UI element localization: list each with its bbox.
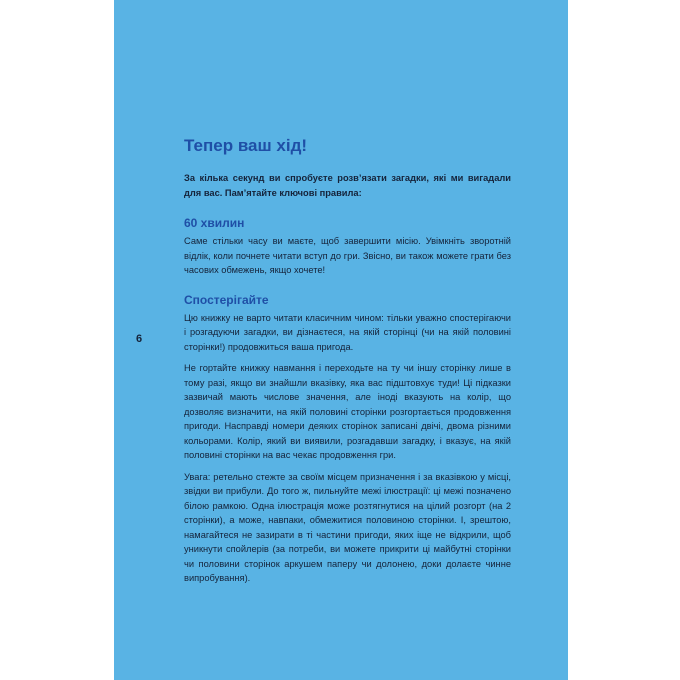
section-paragraph: Увага: ретельно стежте за своїм місцем призначення і за вказівкою у місці, звідки ви прибули. До того ж, пильнуйте межі ілюстрації: ці межі позначено білою рамкою. Одна ілюстрація може розтягнутися на цілий розгорт (на 2 сторінки), а може, навпаки, обмежитися половиною сторінки. І, зрештою, намагайтеся не зазирати в ті частини пригоди, яких іще не відкрили, щоб уникнути спойлерів (за потреби, ви можете прикрити ці майбутні сторінки чи половини сторінок аркушем паперу чи долонею, доки долаєте чинне випробування). <box>184 471 511 583</box>
intro-text: За кілька секунд ви спробуєте розв’язати загадки, які ми вигадали для вас. Пам’ятайте ключові правила: <box>184 173 511 198</box>
page-title: Тепер ваш хід! <box>184 136 308 155</box>
text-column <box>184 135 511 593</box>
section-paragraph: Цю книжку не варто читати класичним чином: тільки уважно спостерігаючи і розгадуючи загадки, ви дізнаєтеся, на якій сторінці (чи на якій половині сторінки!) продовжиться ваша пригода. <box>184 312 511 352</box>
section-time-limit <box>184 216 511 278</box>
section-paragraph: Саме стільки часу ви маєте, щоб завершити місію. Увімкніть зворотній відлік, коли почнете читати вступ до гри. Звісно, ви також можете грати без часових обмежень, якщо хочете! <box>184 236 511 275</box>
book-page <box>114 0 568 680</box>
section-heading-time: 60 хвилин <box>184 216 245 230</box>
section-heading-observe: Спостерігайте <box>184 292 269 307</box>
page-number: 6 <box>136 333 143 345</box>
section-spacer <box>184 285 511 293</box>
section-observe <box>184 293 511 586</box>
section-paragraph: Не гортайте книжку навмання і переходьте на ту чи іншу сторінку лише в тому разі, якщо ви знайшли вказівку, яка вас підштовхує туди! Ці підказки зазвичай мають числове значення, але іноді вказують на колір, що дозволяє визначити, на якій половині сторінки розгортається продовження пригоди. Насправді номери деяких сторінок записані двічі, двома різними кольорами. Колір, який ви виявили, розгадавши загадку, і вказує, на якій половині сторінки на вас чекає продовження гри. <box>184 363 511 460</box>
